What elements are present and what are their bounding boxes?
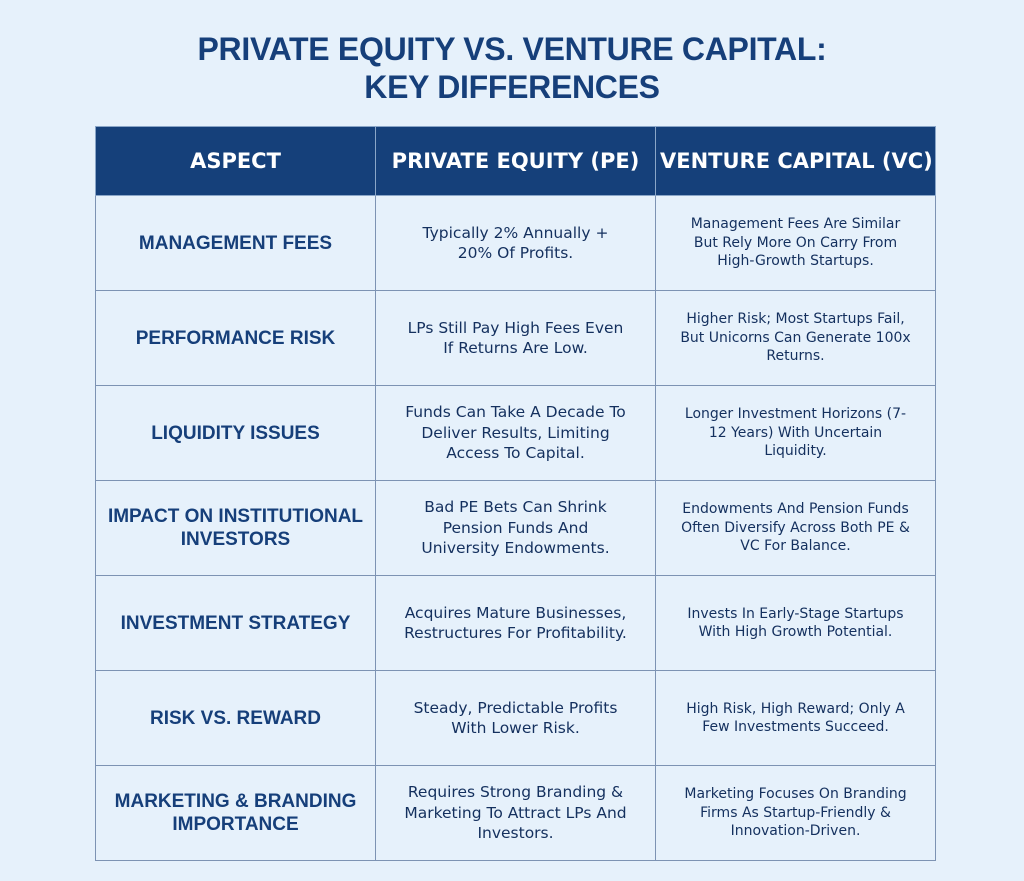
header-aspect: ASPECT: [96, 127, 376, 196]
aspect-cell: PERFORMANCE RISK: [96, 291, 376, 386]
pe-cell: Funds Can Take A Decade To Deliver Results, Limiting Access To Capital.: [376, 386, 656, 481]
aspect-cell: RISK VS. REWARD: [96, 671, 376, 766]
vc-cell: Marketing Focuses On Branding Firms As Startup-Friendly & Innovation-Driven.: [656, 766, 936, 861]
aspect-cell: IMPACT ON INSTITUTIONAL INVESTORS: [96, 481, 376, 576]
aspect-cell: MARKETING & BRANDING IMPORTANCE: [96, 766, 376, 861]
header-row: [96, 127, 936, 196]
header-private-equity: PRIVATE EQUITY (PE): [376, 127, 656, 196]
pe-cell: Bad PE Bets Can Shrink Pension Funds And University Endowments.: [376, 481, 656, 576]
vc-cell: Management Fees Are Similar But Rely More On Carry From High-Growth Startups.: [656, 196, 936, 291]
aspect-cell: INVESTMENT STRATEGY: [96, 576, 376, 671]
table-body: [96, 196, 936, 861]
table-row: [96, 766, 936, 861]
vc-cell: Longer Investment Horizons (7-12 Years) With Uncertain Liquidity.: [656, 386, 936, 481]
table-row: [96, 386, 936, 481]
pe-cell: Steady, Predictable Profits With Lower Risk.: [376, 671, 656, 766]
pe-cell: Typically 2% Annually + 20% Of Profits.: [376, 196, 656, 291]
table-header: [96, 127, 936, 196]
table-row: [96, 576, 936, 671]
aspect-cell: LIQUIDITY ISSUES: [96, 386, 376, 481]
vc-cell: Higher Risk; Most Startups Fail, But Unicorns Can Generate 100x Returns.: [656, 291, 936, 386]
comparison-table: [95, 126, 936, 861]
title-line-1: PRIVATE EQUITY VS. VENTURE CAPITAL:: [197, 31, 827, 67]
header-venture-capital: VENTURE CAPITAL (VC): [656, 127, 936, 196]
pe-cell: Acquires Mature Businesses, Restructures For Profitability.: [376, 576, 656, 671]
table-row: [96, 196, 936, 291]
vc-cell: Endowments And Pension Funds Often Diversify Across Both PE & VC For Balance.: [656, 481, 936, 576]
pe-cell: Requires Strong Branding & Marketing To Attract LPs And Investors.: [376, 766, 656, 861]
vc-cell: High Risk, High Reward; Only A Few Investments Succeed.: [656, 671, 936, 766]
title-line-2: KEY DIFFERENCES: [364, 69, 660, 105]
table-row: [96, 671, 936, 766]
table-row: [96, 481, 936, 576]
aspect-cell: MANAGEMENT FEES: [96, 196, 376, 291]
pe-cell: LPs Still Pay High Fees Even If Returns Are Low.: [376, 291, 656, 386]
table-row: [96, 291, 936, 386]
page-title: [0, 30, 1024, 106]
vc-cell: Invests In Early-Stage Startups With High Growth Potential.: [656, 576, 936, 671]
